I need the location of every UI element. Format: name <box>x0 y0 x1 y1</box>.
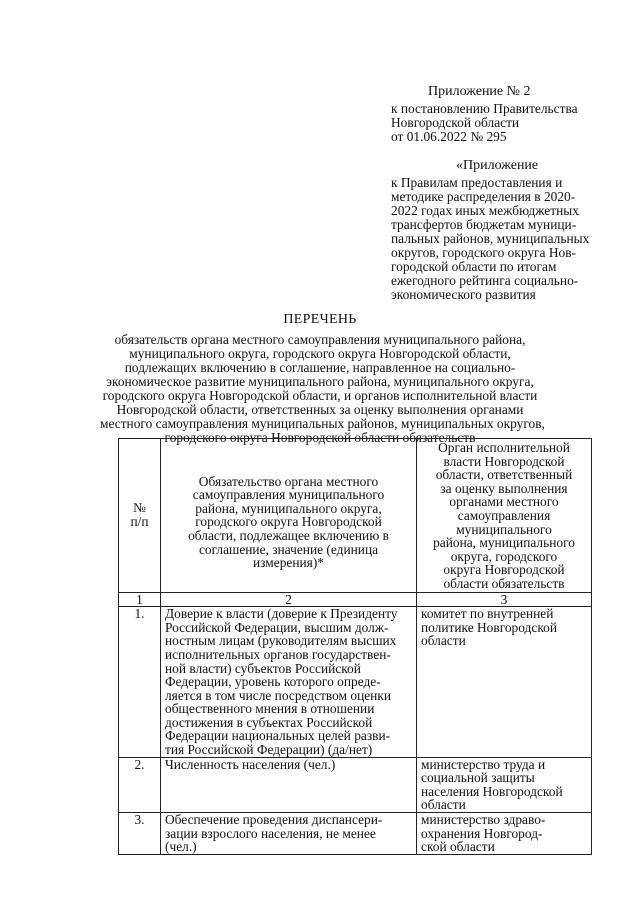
row-authority: министерство труда и социальной защиты населения Новгородской области <box>417 757 592 812</box>
obligations-table <box>118 438 592 855</box>
table-row <box>119 607 592 758</box>
prilozhenie-line: к Правилам предоставления и <box>391 175 563 190</box>
prilozhenie-line: трансфертов бюджетам муници- <box>391 217 577 232</box>
header-obligation: Обязательство органа местного самоуправления муниципального района, муниципального округа, городского округа Новгородской области, подлежащее включению в соглашение, значение (единица измерения)* <box>161 439 417 593</box>
row-number: 2. <box>119 757 161 812</box>
appendix-reference <box>391 102 621 144</box>
subheading-line: городского округа Новгородской области, и органов исполнительной власти <box>102 388 538 403</box>
prilozhenie-line: 2022 годах иных межбюджетных <box>391 203 579 218</box>
header-authority: Орган исполнительной власти Новгородской области, ответственный за оценку выполнения органами местного самоуправления муниципального района, муниципального округа, городского округа Новгородской области обязательств <box>417 439 592 593</box>
prilozhenie-reference <box>391 176 621 302</box>
prilozhenie-line: округов, городского округа Нов- <box>391 245 576 260</box>
prilozhenie-line: городской области по итогам <box>391 259 557 274</box>
prilozhenie-line: методике распределения в 2020- <box>391 189 576 204</box>
column-number: 1 <box>119 592 161 607</box>
row-obligation: Численность населения (чел.) <box>161 757 417 812</box>
column-number-row <box>119 592 592 607</box>
table-row <box>119 813 592 855</box>
subheading-line: подлежащих включению в соглашение, направленное на социально- <box>124 360 516 375</box>
appendix-line: от 01.06.2022 № 295 <box>391 129 507 144</box>
appendix-line: Новгородской области <box>391 115 520 130</box>
row-authority: комитет по внутренней политике Новгородской области <box>417 607 592 758</box>
appendix-line: к постановлению Правительства <box>391 101 578 116</box>
table-row <box>119 757 592 812</box>
row-authority: министерство здраво- охранения Новгород- ской области <box>417 813 592 855</box>
prilozhenie-line: пальных районов, муниципальных <box>391 231 590 246</box>
subheading-line: Новгородской области, ответственных за оценку выполнения органами <box>116 402 524 417</box>
subheading-line: муниципального округа, городского округа Новгородской области, <box>129 346 511 361</box>
prilozhenie-title: «Приложение <box>456 158 539 173</box>
header-number: № п/п <box>119 439 161 593</box>
column-number: 2 <box>161 592 417 607</box>
subheading-line: городского округа Новгородской области обязательств <box>164 430 476 445</box>
subheading-line: местного самоуправления муниципальных районов, муниципальных округов, <box>100 416 545 431</box>
subheading-line: экономическое развитие муниципального района, муниципального округа, <box>106 374 534 389</box>
subheading-line: обязательств органа местного самоуправления муниципального района, <box>114 332 526 347</box>
row-obligation: Доверие к власти (доверие к Президенту Российской Федерации, высшим долж- ностным лицам (руководителям высших исполнительных органов государствен- ной власти) субъектов Российской Федерации, уровень которого опреде- ляется в том числе посредством оценки общественного мнения в отношении достижения в субъектах Российской Федерации национальных целей разви- тия Российской Федерации) (да/нет) <box>161 607 417 758</box>
list-heading: ПЕРЕЧЕНЬ <box>283 312 357 327</box>
row-number: 3. <box>119 813 161 855</box>
prilozhenie-line: ежегодного рейтинга социально- <box>391 273 579 288</box>
list-subheading <box>100 332 545 445</box>
row-obligation: Обеспечение проведения диспансери- зации взрослого населения, не менее (чел.) <box>161 813 417 855</box>
column-number: 3 <box>417 592 592 607</box>
table-header-row <box>119 439 592 593</box>
row-number: 1. <box>119 607 161 758</box>
appendix-title: Приложение № 2 <box>428 84 531 99</box>
prilozhenie-line: экономического развития <box>391 287 536 302</box>
